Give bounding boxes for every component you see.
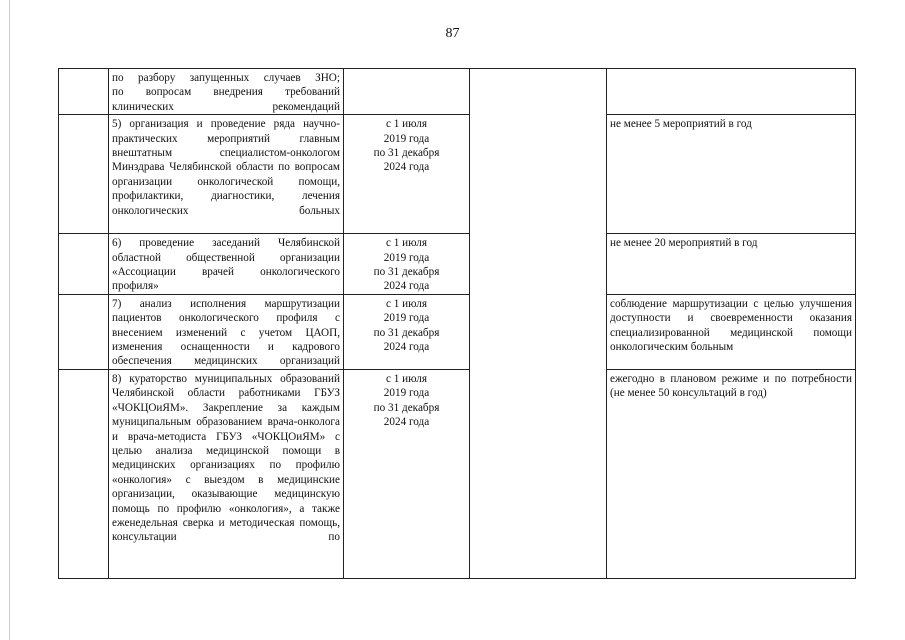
term-cell xyxy=(344,369,470,578)
result-cell xyxy=(607,234,856,295)
task-text: 8) кураторство муниципальных образований Челябинской области работниками ГБУЗ «ЧОКЦОиЯМ». Закрепление за каждым муниципальным образованием врача-онколога и врача-методиста ГБУЗ «ЧОКЦОиЯМ» с целью анализа медицинской помощи в медицинских организациях по профилю «онкология» с выездом в медицинские организации, оказывающие медицинскую помощь по профилю «онкология», а также еженедельная сверка и методическая помощь, консультации по xyxy=(112,372,340,544)
term-text: с 1 июля 2019 года по 31 декабря 2024 года xyxy=(373,118,440,174)
page-number: 87 xyxy=(445,26,460,41)
table-row xyxy=(59,69,856,115)
table-row xyxy=(59,234,856,295)
term-cell xyxy=(344,69,470,115)
result-cell xyxy=(607,369,856,578)
term-cell xyxy=(344,294,470,369)
measures-table xyxy=(58,68,856,579)
task-cell xyxy=(109,115,344,234)
result-text: не менее 5 мероприятий в год xyxy=(610,118,752,131)
result-cell xyxy=(607,69,856,115)
term-cell xyxy=(344,115,470,234)
term-text: с 1 июля 2019 года по 31 декабря 2024 года xyxy=(373,237,440,293)
number-cell xyxy=(59,115,109,234)
result-cell xyxy=(607,115,856,234)
result-text: ежегодно в плановом режиме и по потребности (не менее 50 консультаций в год) xyxy=(610,372,852,400)
number-cell xyxy=(59,369,109,578)
task-cell xyxy=(109,234,344,295)
task-cell xyxy=(109,369,344,578)
number-cell xyxy=(59,294,109,369)
term-cell xyxy=(344,234,470,295)
table-row xyxy=(59,294,856,369)
page-edge-rule xyxy=(9,0,10,640)
table-row xyxy=(59,369,856,578)
task-text: 6) проведение заседаний Челябинской областной общественной организации «Ассоциации врачей онкологического профиля» xyxy=(112,237,340,293)
number-cell xyxy=(59,234,109,295)
executor-cell xyxy=(470,69,607,579)
task-text: 5) организация и проведение ряда научно-практических мероприятий главным внештатным специалистом-онкологом Минздрава Челябинской области по вопросам организации онкологической помощи, профилактики, диагностики, лечения онкологических больных xyxy=(112,118,340,217)
term-text: с 1 июля 2019 года по 31 декабря 2024 года xyxy=(373,372,440,429)
term-text: с 1 июля 2019 года по 31 декабря 2024 года xyxy=(373,297,440,354)
result-cell xyxy=(607,294,856,369)
task-text: по разбору запущенных случаев ЗНО; по вопросам внедрения требований клинических рекомендаций xyxy=(112,72,340,113)
result-text: соблюдение маршрутизации с целью улучшения доступности и своевременности оказания специализированной медицинской помощи онкологическим больным xyxy=(610,297,852,354)
task-text: 7) анализ исполнения маршрутизации пациентов онкологического профиля с внесением изменений с учетом ЦАОП, изменения оснащенности и кадрового обеспечения медицинских организаций xyxy=(112,297,340,368)
result-text: не менее 20 мероприятий в год xyxy=(610,237,758,250)
table-row xyxy=(59,115,856,234)
task-cell xyxy=(109,69,344,115)
task-cell xyxy=(109,294,344,369)
number-cell xyxy=(59,69,109,115)
